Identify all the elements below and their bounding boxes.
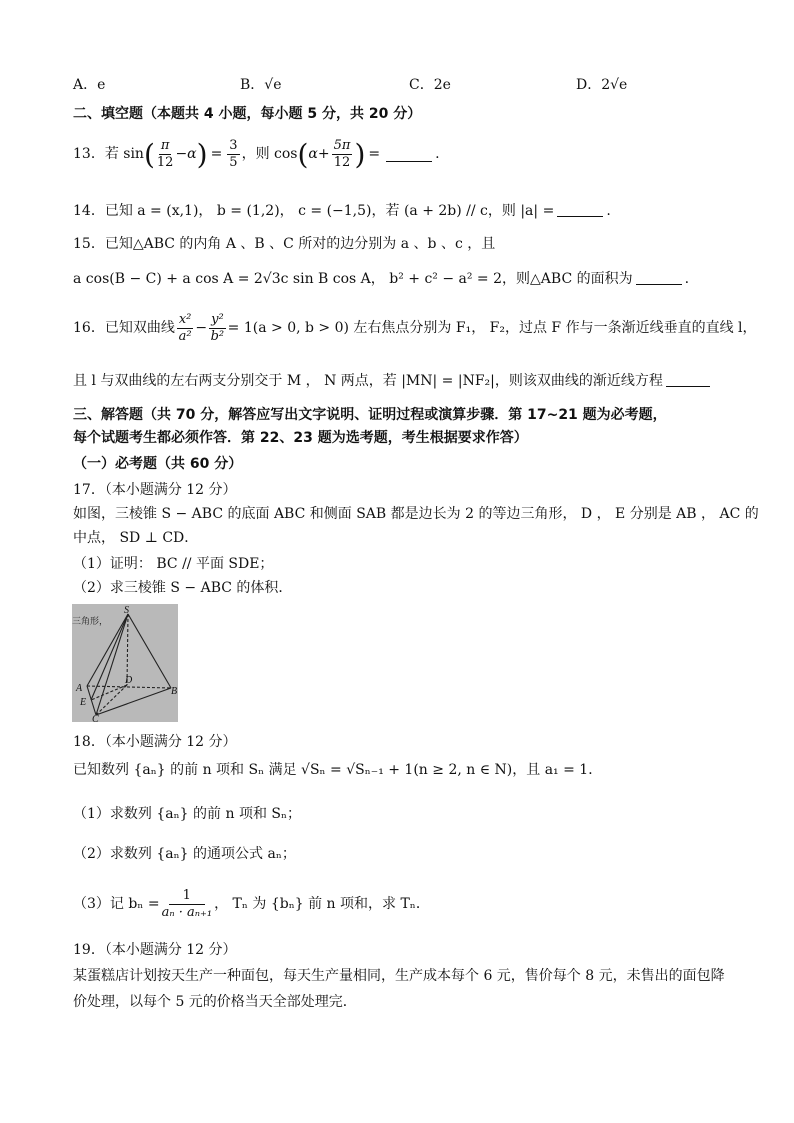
figure-corner-text: 三角形， — [72, 617, 109, 627]
question-17-body-1: 如图，三棱锥 S − ABC 的底面 ABC 和侧面 SAB 都是边长为 2 的等边三角形， D ， E 分别是 AB ， AC 的 — [73, 506, 759, 522]
vertex-d-label: D — [125, 675, 133, 686]
question-17-part-1: （1）证明： BC // 平面 SDE； — [73, 556, 274, 572]
option-a: A．e — [73, 77, 106, 93]
vertex-e-label: E — [80, 697, 87, 708]
question-17-part-2: （2）求三棱锥 S − ABC 的体积． — [73, 580, 293, 596]
q13-prefix: 13．若 sin — [73, 146, 144, 163]
vertex-c-label: C — [92, 714, 99, 722]
vertex-a-label: A — [76, 683, 83, 694]
vertex-s-label: S — [124, 605, 129, 616]
question-18-body: 已知数列 {aₙ} 的前 n 项和 Sₙ 满足 √Sₙ = √Sₙ₋₁ + 1(n ≥ 2, n ∈ N)，且 a₁ = 1． — [73, 762, 603, 778]
question-15-line-1: 15．已知△ABC 的内角 A 、B 、C 所对的边分别为 a 、b 、c ，且 — [73, 236, 496, 252]
question-18-part-1: （1）求数列 {aₙ} 的前 n 项和 Sₙ； — [73, 806, 302, 822]
question-19-title: 19．（本小题满分 12 分） — [73, 942, 237, 958]
answer-blank — [666, 372, 710, 387]
section-heading-fill-in: 二、填空题（本题共 4 小题，每小题 5 分，共 20 分） — [73, 106, 422, 122]
question-17-title: 17．（本小题满分 12 分） — [73, 482, 237, 498]
vertex-b-label: B — [171, 686, 178, 697]
section-heading-answer-1: 三、解答题（共 70 分，解答应写出文字说明、证明过程或演算步骤．第 17~21 题为必考题， — [73, 407, 667, 423]
answer-blank — [557, 202, 603, 217]
q18-fraction-bn: $\frac{1}{\text{aₙ · aₙ₊₁}}$ — [161, 888, 213, 920]
question-18-part-2: （2）求数列 {aₙ} 的通项公式 aₙ； — [73, 846, 296, 862]
question-17-body-2: 中点， SD ⊥ CD． — [73, 530, 199, 546]
q13-fraction-pi-12: $\frac{\pi}{12}$ — [156, 138, 174, 171]
q13-fraction-5pi-12: $\frac{5\pi}{12}$ — [333, 138, 351, 171]
pyramid-figure — [72, 604, 178, 722]
question-16-line-1: 16．已知双曲线 $\frac{\text{x²}}{\text{a²}}$ − $\frac{\text{y²}}{\text{b²}}$ = 1(a > 0, b > 0) 左右焦点分别为 F₁， F₂，过点 F 作与一条渐近线垂直的直线 l， — [73, 312, 757, 344]
question-16-line-2: 且 l 与双曲线的左右两支分别交于 M ， N 两点，若 |MN| = |NF₂|，则该双曲线的渐近线方程 — [73, 372, 713, 390]
section-subheading-required: （一）必考题（共 60 分） — [73, 456, 243, 472]
question-15-line-2: a cos(B − C) + a cos A = 2√3c sin B cos A， b² + c² − a² = 2，则△ABC 的面积为 . — [73, 271, 690, 287]
q13-fraction-3-5: $\frac{3}{5}$ — [229, 138, 238, 171]
question-13: 13．若 sin ( $\frac{\pi}{12}$ −α ) = $\frac{3}{5}$ ，则 cos ( α+ $\frac{5\pi}{12}$ ) = . — [73, 138, 440, 171]
answer-blank — [386, 147, 432, 162]
option-c: C．2e — [409, 77, 451, 93]
option-b: B．√e — [240, 77, 282, 93]
option-d: D．2√e — [576, 77, 628, 93]
answer-blank — [636, 270, 682, 285]
question-14: 14．已知 a = (x,1)， b = (1,2)， c = (−1,5)，若 (a + 2b) // c，则 |a| = . — [73, 203, 611, 219]
question-19-body-2: 价处理，以每个 5 元的价格当天全部处理完． — [73, 994, 357, 1010]
question-18-part-3: （3）记 bₙ = $\frac{1}{\text{aₙ · aₙ₊₁}}$ ， Tₙ 为 {bₙ} 前 n 项和，求 Tₙ． — [73, 888, 430, 920]
question-19-body-1: 某蛋糕店计划按天生产一种面包，每天生产量相同，生产成本每个 6 元，售价每个 8 元，未售出的面包降 — [73, 968, 725, 984]
question-18-title: 18．（本小题满分 12 分） — [73, 734, 237, 750]
section-heading-answer-2: 每个试题考生都必须作答．第 22、23 题为选考题，考生根据要求作答） — [73, 430, 528, 446]
